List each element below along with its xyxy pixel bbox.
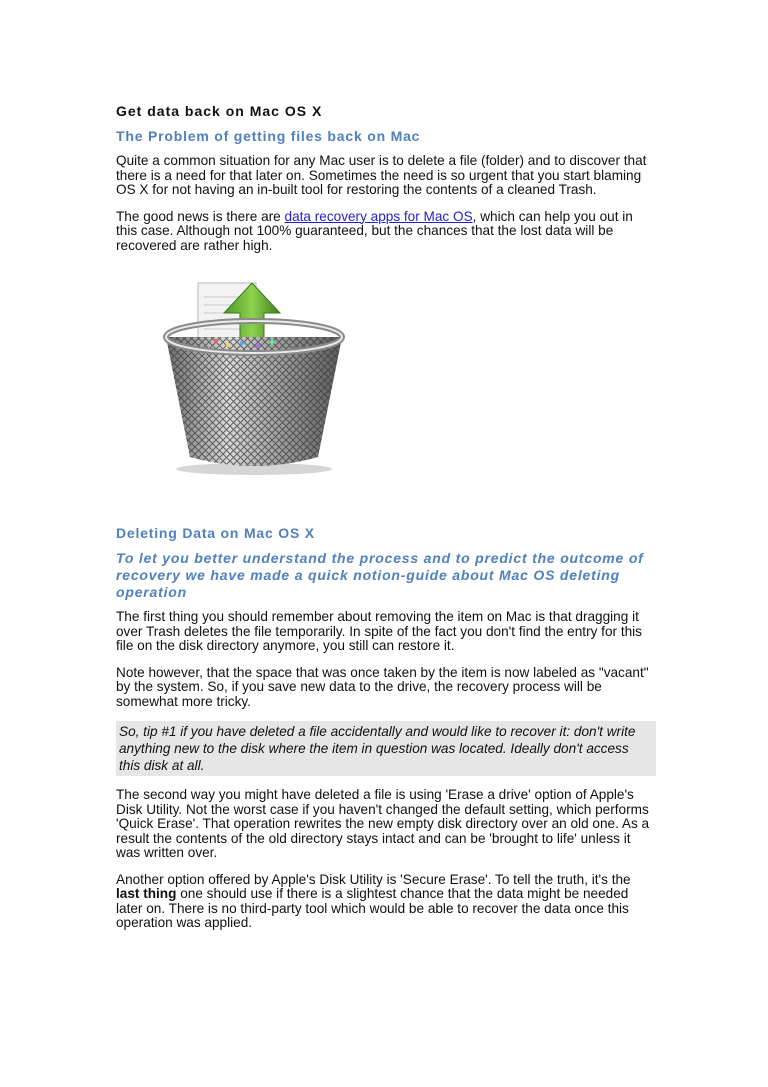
trash-recovery-figure xyxy=(116,265,656,515)
tip-callout: So, tip #1 if you have deleted a file accidentally and would like to recover it: don't write anything new to the disk where the item in question was located. Ideally don't access this disk at all. xyxy=(116,721,656,776)
document-content xyxy=(116,103,656,943)
recovery-apps-link[interactable]: data recovery apps for Mac OS xyxy=(284,208,473,224)
paragraph-vacant-space: Note however, that the space that was once taken by the item is now labeled as "vacant" by the system. So, if you save new data to the drive, the recovery process will be somewhat more tricky. xyxy=(116,664,649,709)
good-news-text-end: , which can help you out in this case. Although not 100% guaranteed, but the chances that the lost data will be recovered are rather high. xyxy=(116,208,633,253)
last-thing-emphasis: last thing xyxy=(116,886,177,901)
good-news-text-start: The good news is there are xyxy=(116,208,285,224)
paragraph-quick-erase: The second way you might have deleted a file is using 'Erase a drive' option of Apple's Disk Utility. Not the worst case if you haven't changed the default setting, which performs 'Quick Erase'. That operation rewrites the new empty disk directory over an old one. As a result the contents of the old directory stays intact and can be 'brought to life' unless it was written over. xyxy=(116,787,650,860)
paragraph-good-news xyxy=(116,210,656,254)
paragraph-secure-erase xyxy=(116,873,656,931)
document-title: Get data back on Mac OS X xyxy=(116,103,323,119)
secure-erase-text-start: Another option offered by Apple's Disk Utility is 'Secure Erase'. To tell the truth, it's the xyxy=(116,871,631,887)
paragraph-intro: Quite a common situation for any Mac user is to delete a file (folder) and to discover that there is a need for that later on. Sometimes the need is so urgent that you start blaming OS X for not having an in-built tool for restoring the contents of a cleaned Trash. xyxy=(116,153,647,197)
section-heading-deleting: Deleting Data on Mac OS X xyxy=(116,525,315,541)
trash-can-recovery-icon xyxy=(146,279,346,479)
section-heading-problem: The Problem of getting files back on Mac xyxy=(116,128,421,144)
section-subheading-guide: To let you better understand the process and to predict the outcome of recovery we have made a quick notion-guide about Mac OS deleting operation xyxy=(116,550,644,600)
secure-erase-text-end: one should use if there is a slightest chance that the data might be needed later on. There is no third-party tool which would be able to recover the data once this operation was applied. xyxy=(116,886,629,930)
paragraph-trash-temporary: The first thing you should remember about removing the item on Mac is that dragging it over Trash deletes the file temporarily. In spite of the fact you don't find the entry for this file on the disk directory anymore, you still can restore it. xyxy=(116,609,642,653)
